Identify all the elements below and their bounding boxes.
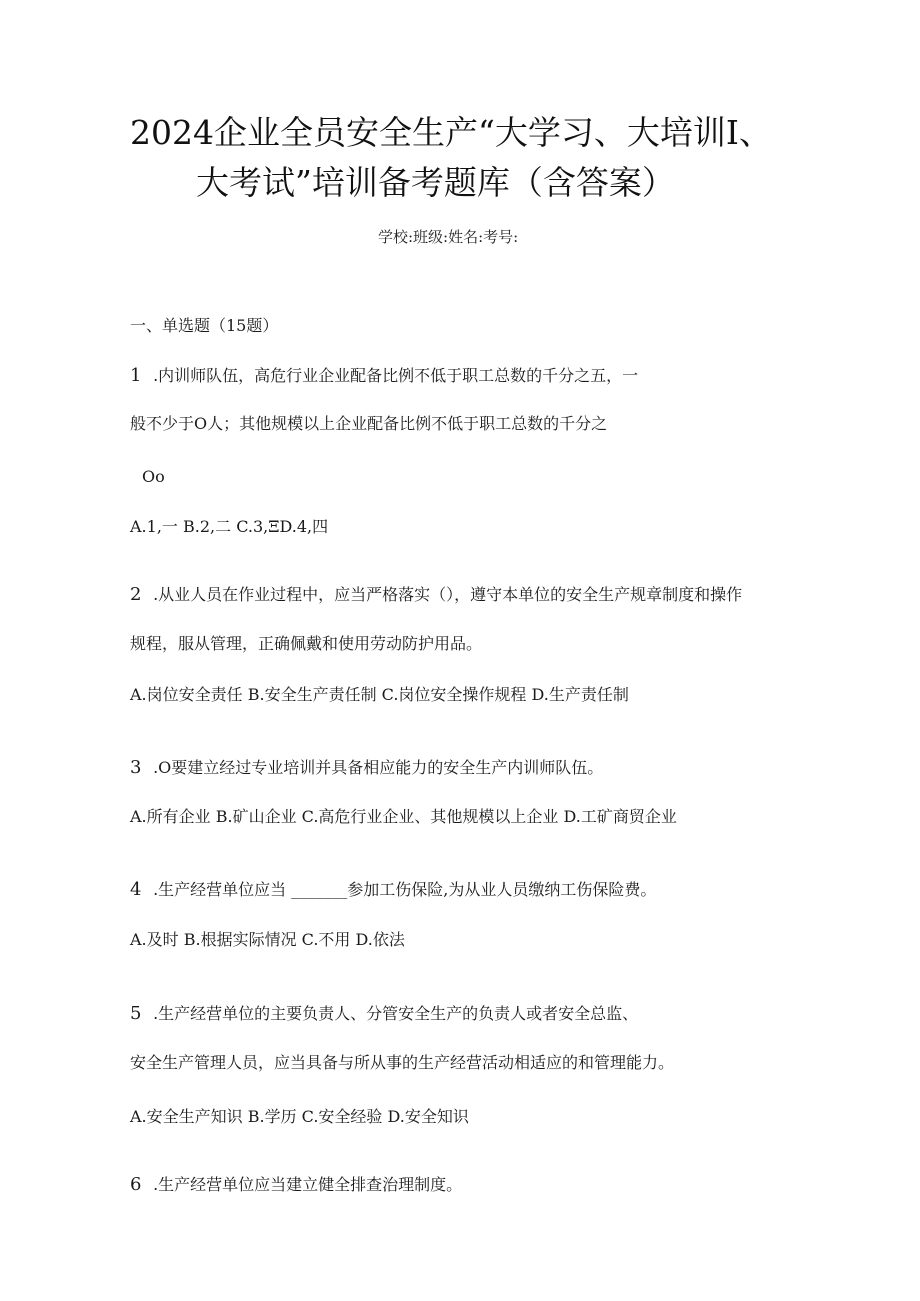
question-number: 3 — [130, 757, 142, 778]
question-4-line-1 — [130, 879, 656, 901]
section-heading: 一、单选题（15题） — [130, 316, 279, 335]
question-4-options: A.及时 B.根据实际情况 C.不用 D.依法 — [130, 930, 405, 949]
question-text: .生产经营单位应当 _______参加工伤保险,为从业人员缴纳工伤保险费。 — [153, 880, 657, 899]
question-number: 5 — [130, 1003, 142, 1024]
question-number: 6 — [130, 1174, 142, 1195]
question-text: .生产经营单位的主要负责人、分管安全生产的负责人或者安全总监、 — [153, 1004, 639, 1023]
question-text: .O要建立经过专业培训并具备相应能力的安全生产内训师队伍。 — [153, 758, 604, 777]
question-5-options: A.安全生产知识 B.学历 C.安全经验 D.安全知识 — [130, 1107, 469, 1126]
document-title-line-2: 大考试”培训备考题库（含答案） — [196, 163, 675, 202]
question-text: .生产经营单位应当建立健全排查治理制度。 — [153, 1175, 463, 1194]
question-5-line-2: 安全生产管理人员，应当具备与所从事的生产经营活动相适应的和管理能力。 — [130, 1053, 675, 1072]
student-info-line: 学校:班级:姓名:考号: — [378, 228, 519, 246]
document-title-line-1: 2024企业全员安全生产“大学习、大培训I、 — [130, 113, 772, 152]
question-3-line-1 — [130, 757, 603, 779]
question-3-options: A.所有企业 B.矿山企业 C.高危行业企业、其他规模以上企业 D.工矿商贸企业 — [130, 807, 677, 826]
question-5-line-1 — [130, 1003, 638, 1025]
question-number: 4 — [130, 879, 142, 900]
question-1-line-1 — [130, 365, 638, 387]
question-1-line-2: 般不少于O人；其他规模以上企业配备比例不低于职工总数的千分之 — [130, 414, 608, 433]
question-2-line-2: 规程，服从管理，正确佩戴和使用劳动防护用品。 — [130, 634, 483, 653]
question-text: .从业人员在作业过程中，应当严格落实（），遵守本单位的安全生产规章制度和操作 — [153, 585, 743, 604]
question-2-line-1 — [130, 584, 742, 606]
question-number: 2 — [130, 584, 142, 605]
question-1-line-3: Oo — [142, 467, 165, 486]
question-1-options: A.1,一 B.2,二 C.3,ΞD.4,四 — [130, 517, 329, 536]
question-number: 1 — [130, 365, 142, 386]
question-6-line-1 — [130, 1174, 462, 1196]
question-2-options: A.岗位安全责任 B.安全生产责任制 C.岗位安全操作规程 D.生产责任制 — [130, 685, 629, 704]
question-text: .内训师队伍，高危行业企业配备比例不低于职工总数的千分之五，一 — [153, 366, 639, 385]
